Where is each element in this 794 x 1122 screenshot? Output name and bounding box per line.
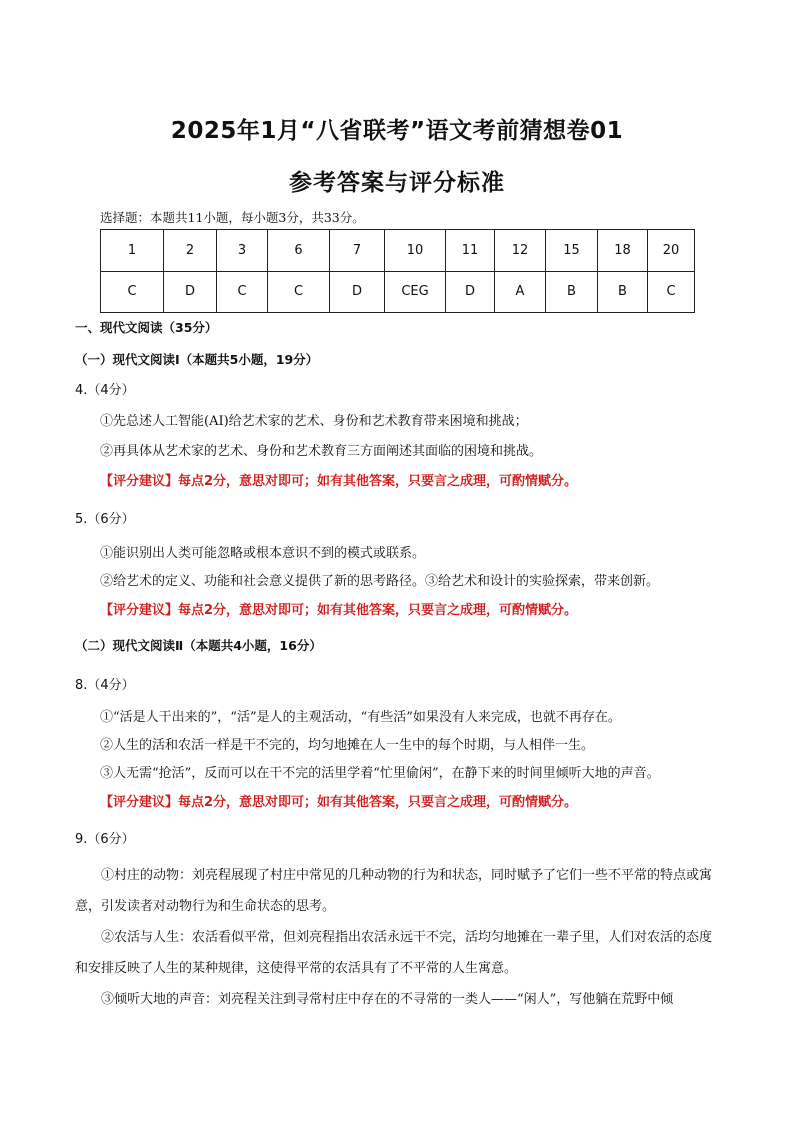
answer-line: ①“活是人干出来的”，“活”是人的主观活动，“有些活”如果没有人来完成，也就不再存在。: [100, 710, 621, 725]
document-subtitle: 参考答案与评分标准: [289, 170, 505, 196]
table-cell: D: [446, 271, 495, 313]
table-cell: C: [268, 271, 330, 313]
answer-line: ②人生的活和农活一样是干不完的，均匀地摊在人一生中的每个时期，与人相伴一生。: [100, 738, 595, 753]
question-5-label: 5.（6分）: [75, 512, 135, 527]
document-title: 2025年1月“八省联考”语文考前猜想卷01: [170, 118, 624, 144]
answer-paragraph: ②农活与人生：农活看似平常，但刘亮程指出农活永远干不完，活均匀地摊在一辈子里，人们对农活的态度和安排反映了人生的某种规律，这使得平常的农活具有了不平常的人生寓意。: [75, 930, 713, 976]
table-cell: D: [330, 271, 385, 313]
scoring-advice: 【评分建议】每点2分，意思对即可；如有其他答案，只要言之成理，可酌情赋分。: [100, 474, 578, 489]
scoring-advice: 【评分建议】每点2分，意思对即可；如有其他答案，只要言之成理，可酌情赋分。: [100, 603, 578, 618]
table-cell: B: [546, 271, 598, 313]
answer-line: ②给艺术的定义、功能和社会意义提供了新的思考路径。③给艺术和设计的实验探索，带来创新。: [100, 574, 660, 589]
subsection-heading-reading-1: （一）现代文阅读Ⅰ（本题共5小题，19分）: [75, 352, 319, 367]
table-cell: D: [164, 271, 217, 313]
answer-line: ③人无需“抢活”，反而可以在干不完的活里学着“忙里偷闲”，在静下来的时间里倾听大地的声音。: [100, 766, 660, 781]
table-cell: 15: [546, 230, 598, 272]
choice-intro: 选择题：本题共11小题，每小题3分，共33分。: [100, 210, 365, 225]
question-8-label: 8.（4分）: [75, 678, 135, 693]
section-heading-modern-reading: 一、现代文阅读（35分）: [75, 320, 218, 335]
answer-paragraph: ①村庄的动物：刘亮程展现了村庄中常见的几种动物的行为和状态，同时赋予了它们一些不平常的特点或寓意，引发读者对动物行为和生命状态的思考。: [75, 868, 713, 914]
table-cell: 10: [385, 230, 446, 272]
answer-line: ②再具体从艺术家的艺术、身份和艺术教育三方面阐述其面临的困境和挑战。: [100, 444, 543, 459]
table-cell: 6: [268, 230, 330, 272]
question-number-row: [101, 230, 695, 272]
answer-table: [100, 229, 695, 313]
table-cell: 1: [101, 230, 164, 272]
table-cell: A: [495, 271, 546, 313]
table-cell: C: [217, 271, 268, 313]
table-cell: 2: [164, 230, 217, 272]
table-cell: 3: [217, 230, 268, 272]
table-cell: 20: [648, 230, 695, 272]
answer-paragraph: ③倾听大地的声音：刘亮程关注到寻常村庄中存在的不寻常的一类人——“闲人”，写他躺在荒野中倾: [101, 992, 674, 1007]
table-cell: B: [598, 271, 648, 313]
question-4-label: 4.（4分）: [75, 383, 135, 398]
table-cell: CEG: [385, 271, 446, 313]
table-cell: 12: [495, 230, 546, 272]
table-cell: 18: [598, 230, 648, 272]
table-cell: C: [101, 271, 164, 313]
table-cell: 7: [330, 230, 385, 272]
question-9-label: 9.（6分）: [75, 832, 135, 847]
subsection-heading-reading-2: （二）现代文阅读Ⅱ（本题共4小题，16分）: [75, 638, 322, 653]
answer-line: ①先总述人工智能(AI)给艺术家的艺术、身份和艺术教育带来困境和挑战；: [100, 414, 528, 429]
answer-row: [101, 271, 695, 313]
table-cell: 11: [446, 230, 495, 272]
table-cell: C: [648, 271, 695, 313]
scoring-advice: 【评分建议】每点2分，意思对即可；如有其他答案，只要言之成理，可酌情赋分。: [100, 795, 578, 810]
answer-line: ①能识别出人类可能忽略或根本意识不到的模式或联系。: [100, 546, 426, 561]
